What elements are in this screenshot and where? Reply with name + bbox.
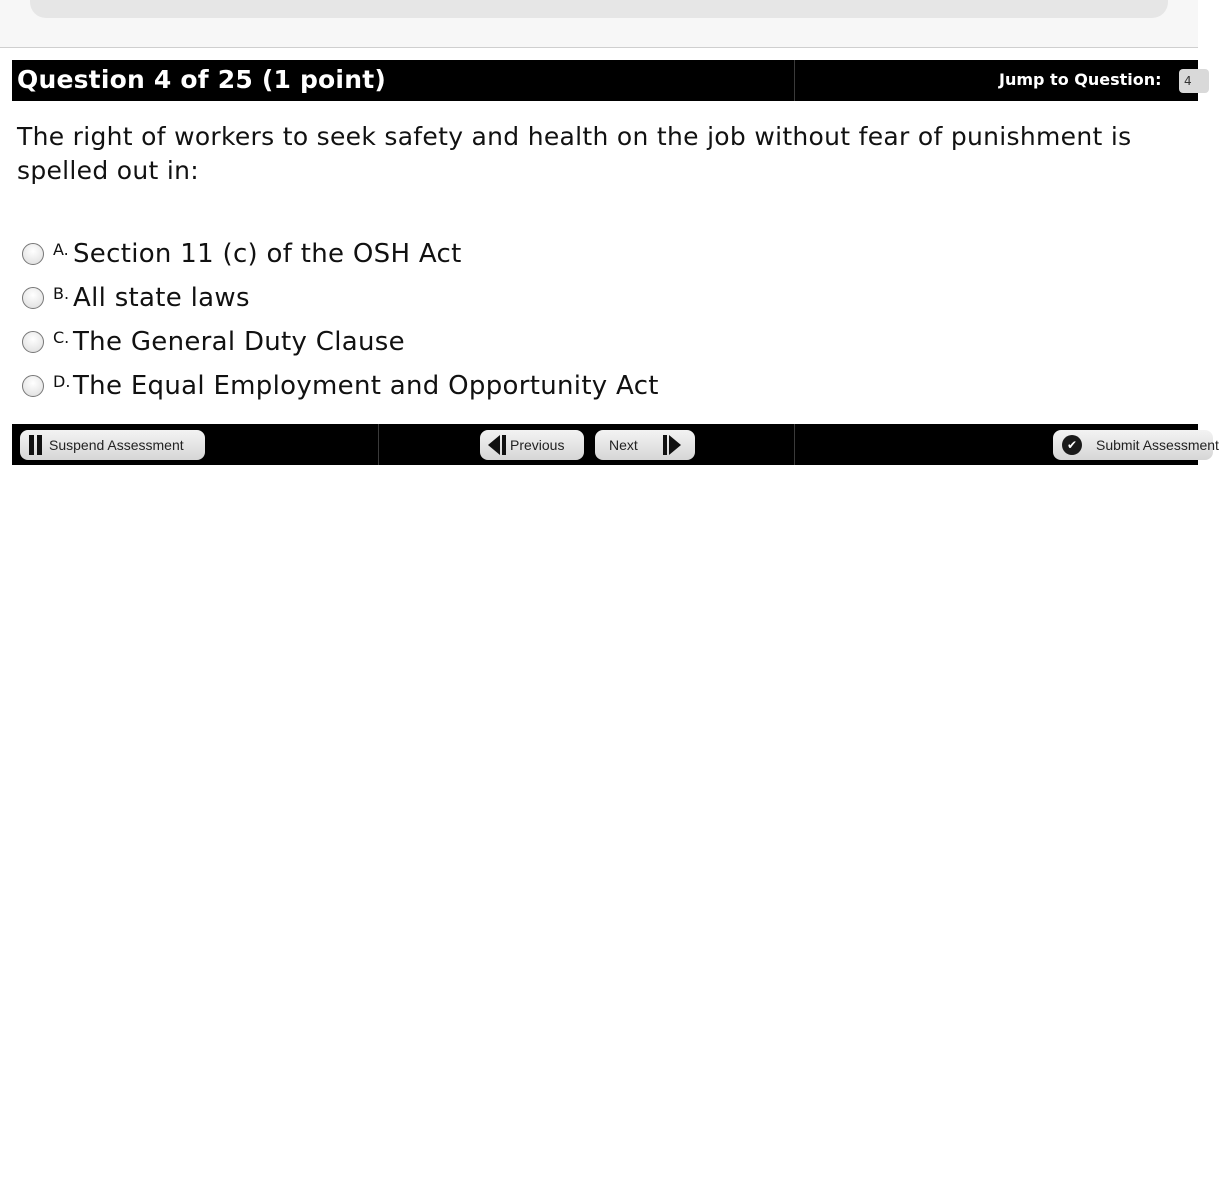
answer-text: The Equal Employment and Opportunity Act	[73, 371, 659, 401]
next-label: Next	[609, 437, 638, 453]
nav-divider	[794, 424, 795, 465]
answer-list	[22, 232, 659, 408]
browser-top-strip	[0, 0, 1198, 48]
check-circle-icon: ✔	[1062, 435, 1082, 455]
next-icon	[663, 435, 681, 455]
previous-button[interactable]	[480, 430, 584, 460]
question-text: The right of workers to seek safety and health on the job without fear of punishment is spelled out in:	[17, 122, 1132, 185]
submit-assessment-label: Submit Assessment	[1096, 437, 1219, 453]
radio-button-d[interactable]	[22, 375, 44, 397]
question-title: Question 4 of 25 (1 point)	[17, 65, 386, 94]
jump-to-question-label: Jump to Question:	[999, 70, 1162, 89]
previous-label: Previous	[510, 437, 565, 453]
previous-icon	[488, 435, 506, 455]
radio-button-b[interactable]	[22, 287, 44, 309]
answer-text: Section 11 (c) of the OSH Act	[73, 239, 462, 269]
nav-divider	[378, 424, 379, 465]
answer-letter: A.	[53, 240, 69, 259]
next-button[interactable]	[595, 430, 695, 460]
answer-text: All state laws	[73, 283, 250, 313]
header-divider	[794, 60, 795, 101]
suspend-assessment-button[interactable]	[20, 430, 205, 460]
answer-letter: C.	[53, 328, 70, 347]
answer-letter: B.	[53, 284, 70, 303]
jump-to-question-select[interactable]: 4	[1179, 69, 1209, 93]
pause-icon	[29, 435, 42, 455]
suspend-assessment-label: Suspend Assessment	[49, 437, 184, 453]
address-bar-area[interactable]	[30, 0, 1168, 18]
answer-letter: D.	[53, 372, 71, 391]
answer-text: The General Duty Clause	[73, 327, 405, 357]
radio-button-c[interactable]	[22, 331, 44, 353]
answer-option-c[interactable]	[22, 320, 659, 364]
question-header-bar	[12, 60, 1198, 101]
assessment-nav-bar	[12, 424, 1219, 465]
answer-option-d[interactable]	[22, 364, 659, 408]
submit-assessment-button[interactable]	[1053, 430, 1219, 460]
radio-button-a[interactable]	[22, 243, 44, 265]
answer-option-a[interactable]	[22, 232, 659, 276]
answer-option-b[interactable]	[22, 276, 659, 320]
